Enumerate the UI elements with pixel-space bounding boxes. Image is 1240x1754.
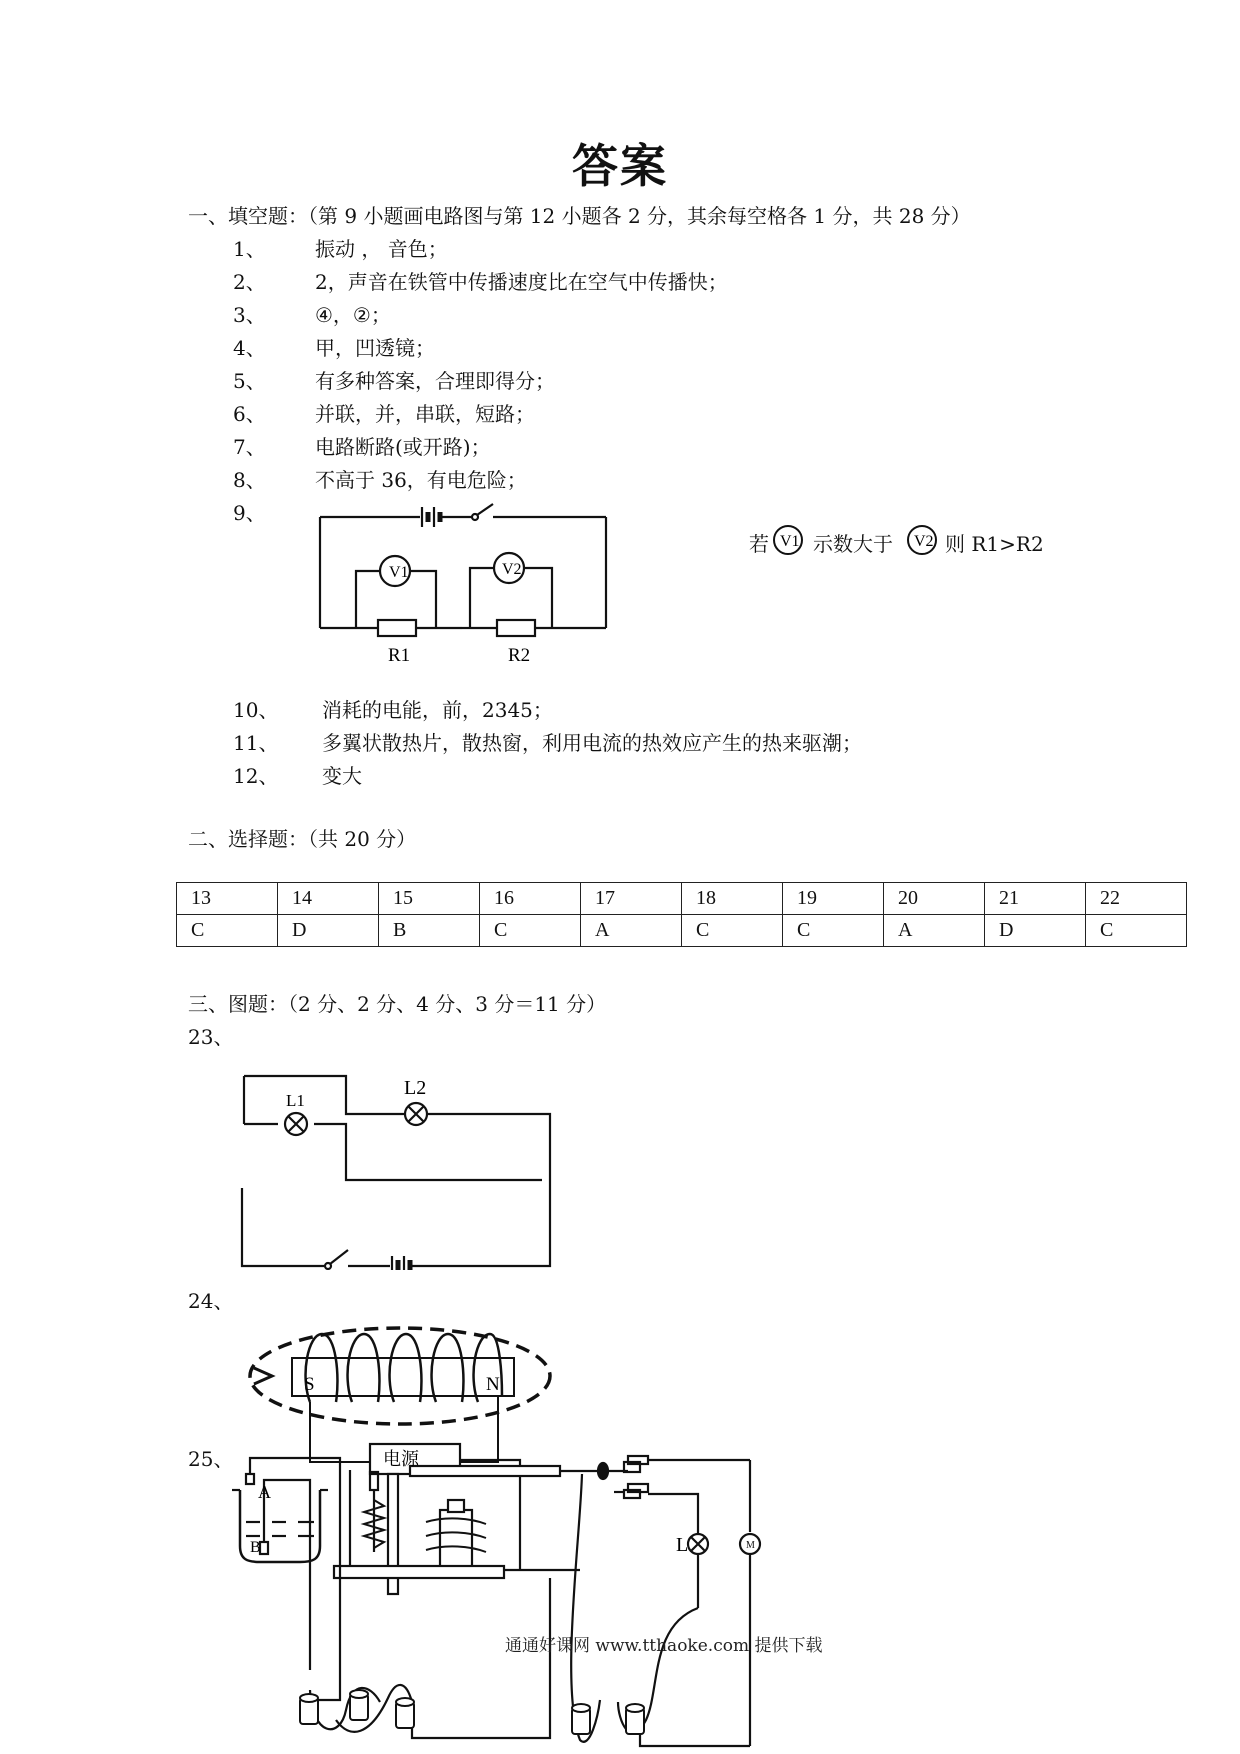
v2-meter-icon: [905, 523, 939, 557]
table-cell: 16: [480, 883, 581, 915]
item-number: 10、: [233, 698, 279, 722]
section-1-heading: 一、填空题：（第 9 小题画电路图与第 12 小题各 2 分，其余每空格各 1 分，共 28 分）: [188, 204, 971, 228]
l2-label: L2: [404, 1077, 427, 1099]
item-number: 8、: [233, 468, 266, 492]
table-cell: 19: [783, 883, 884, 915]
q9-note-mid: 示数大于: [813, 532, 893, 556]
r2-label: R2: [508, 645, 531, 666]
section-2-heading: 二、选择题：（共 20 分）: [188, 827, 417, 851]
choice-answer-table: [176, 882, 1187, 947]
item-answer: 甲，凹透镜；: [315, 336, 435, 360]
q9-note-prefix: 若: [749, 532, 769, 556]
item-answer: 振动 ， 音色；: [315, 237, 448, 261]
table-cell: 18: [682, 883, 783, 915]
table-cell: A: [581, 915, 682, 947]
item-number: 9、: [233, 501, 266, 525]
table-cell: C: [177, 915, 278, 947]
table-row-questions: [177, 883, 1187, 915]
table-cell: B: [379, 915, 480, 947]
lamp-label: L: [676, 1534, 689, 1556]
svg-text:V2: V2: [914, 533, 934, 550]
q23-number: 23、: [188, 1025, 234, 1049]
v1-meter-icon: [771, 523, 805, 557]
table-cell: C: [1086, 915, 1187, 947]
item-number: 12、: [233, 764, 279, 788]
item-answer: 并联，并，串联，短路；: [315, 402, 535, 426]
item-answer: 多翼状散热片，散热窗，利用电流的热效应产生的热来驱潮；: [322, 731, 862, 755]
table-cell: 15: [379, 883, 480, 915]
electrode-b-label: B: [250, 1539, 261, 1556]
v2-label: V2: [502, 561, 522, 578]
item-answer: 不高于 36，有电危险；: [315, 468, 527, 492]
table-cell: 22: [1086, 883, 1187, 915]
item-number: 6、: [233, 402, 266, 426]
item-answer: 变大: [322, 764, 362, 788]
table-row-answers: [177, 915, 1187, 947]
v1-label: V1: [389, 564, 409, 581]
q25-relay-circuit-diagram: [220, 1440, 860, 1752]
svg-text:V1: V1: [780, 533, 800, 550]
item-answer: 有多种答案，合理即得分；: [315, 369, 555, 393]
q9-note: [749, 523, 1049, 559]
page-title: 答案: [572, 139, 668, 193]
table-cell: 17: [581, 883, 682, 915]
table-cell: 20: [884, 883, 985, 915]
item-answer: ④，②；: [315, 303, 391, 327]
item-number: 4、: [233, 336, 266, 360]
section-3-heading: 三、图题：（2 分、2 分、4 分、3 分＝11 分）: [188, 992, 607, 1016]
q9-note-suffix: 则 R1>R2: [945, 532, 1044, 556]
q23-circuit-diagram: [230, 1070, 560, 1270]
table-cell: C: [783, 915, 884, 947]
table-cell: C: [480, 915, 581, 947]
power-supply-label: 电源: [383, 1449, 419, 1469]
table-cell: D: [278, 915, 379, 947]
svg-text:M: M: [746, 1540, 755, 1551]
item-answer: 电路断路(或开路)；: [315, 435, 491, 459]
item-number: 11、: [233, 731, 279, 755]
table-cell: 14: [278, 883, 379, 915]
table-cell: C: [682, 915, 783, 947]
item-number: 5、: [233, 369, 266, 393]
electrode-a-label: A: [258, 1482, 271, 1502]
table-cell: D: [985, 915, 1086, 947]
item-answer: 消耗的电能，前，2345；: [322, 698, 553, 722]
item-number: 3、: [233, 303, 266, 327]
table-cell: A: [884, 915, 985, 947]
r1-label: R1: [388, 645, 411, 666]
item-number: 7、: [233, 435, 266, 459]
l1-label: L1: [286, 1091, 305, 1110]
q25-number: 25、: [188, 1447, 234, 1471]
q9-circuit-diagram: [310, 495, 620, 675]
watermark-footer: 通通好课网 www.tthaoke.com 提供下载: [505, 1636, 823, 1656]
table-cell: 13: [177, 883, 278, 915]
item-answer: 2，声音在铁管中传播速度比在空气中传播快；: [315, 270, 728, 294]
table-cell: 21: [985, 883, 1086, 915]
item-number: 1、: [233, 237, 266, 261]
s-pole-label: S: [304, 1374, 315, 1395]
n-pole-label: N: [486, 1374, 500, 1395]
q24-number: 24、: [188, 1289, 234, 1313]
item-number: 2、: [233, 270, 266, 294]
